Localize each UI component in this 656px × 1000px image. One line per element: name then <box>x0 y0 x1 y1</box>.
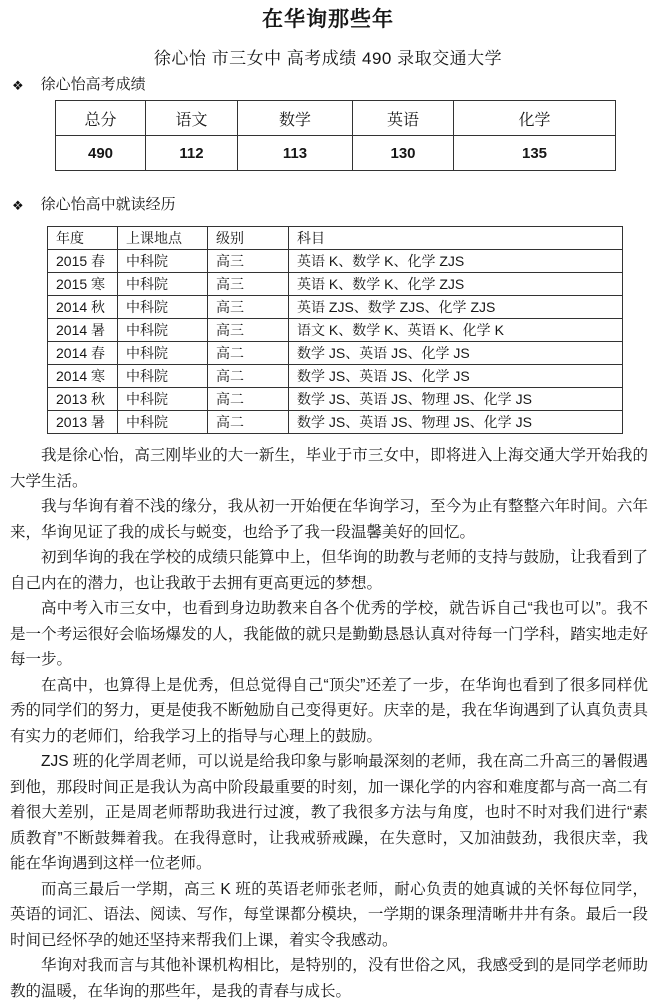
year-cell: 2013 秋 <box>48 388 118 411</box>
subjects-cell: 英语 K、数学 K、化学 ZJS <box>289 273 623 296</box>
year-cell: 2013 暑 <box>48 411 118 434</box>
history-header-cell: 科目 <box>289 227 623 250</box>
score-value-cell: 135 <box>454 136 616 171</box>
year-cell: 2015 春 <box>48 250 118 273</box>
location-cell: 中科院 <box>118 342 208 365</box>
history-header-cell: 级别 <box>208 227 289 250</box>
subjects-cell: 语文 K、数学 K、英语 K、化学 K <box>289 319 623 342</box>
location-cell: 中科院 <box>118 411 208 434</box>
grade-cell: 高三 <box>208 273 289 296</box>
subjects-cell: 英语 ZJS、数学 ZJS、化学 ZJS <box>289 296 623 319</box>
grade-cell: 高三 <box>208 296 289 319</box>
location-cell: 中科院 <box>118 296 208 319</box>
subjects-cell: 数学 JS、英语 JS、物理 JS、化学 JS <box>289 388 623 411</box>
subjects-cell: 英语 K、数学 K、化学 ZJS <box>289 250 623 273</box>
grade-cell: 高二 <box>208 388 289 411</box>
grade-cell: 高二 <box>208 342 289 365</box>
section-heading-history <box>12 195 656 215</box>
body-paragraph: 初到华询的我在学校的成绩只能算中上，但华询的助教与老师的支持与鼓励，让我看到了自己内在的潜力，也让我敢于去拥有更高更远的梦想。 <box>10 549 648 592</box>
grade-cell: 高二 <box>208 411 289 434</box>
diamond-bullet-icon: ❖ <box>12 197 24 213</box>
subjects-cell: 数学 JS、英语 JS、物理 JS、化学 JS <box>289 411 623 434</box>
location-cell: 中科院 <box>118 319 208 342</box>
score-value-cell: 490 <box>56 136 146 171</box>
table-row <box>48 273 623 296</box>
year-cell: 2015 寒 <box>48 273 118 296</box>
table-row <box>48 342 623 365</box>
score-header-cell: 数学 <box>238 101 353 136</box>
year-cell: 2014 春 <box>48 342 118 365</box>
body-paragraph: 在高中，也算得上是优秀，但总觉得自己“顶尖”还差了一步，在华询也看到了很多同样优秀的同学们的努力，更是使我不断勉励自己变得更好。庆幸的是，我在华询遇到了认真负责具有实力的老师们，给我学习上的指导与心理上的鼓励。 <box>10 676 648 745</box>
table-row <box>48 365 623 388</box>
page-title: 在华询那些年 <box>262 8 394 31</box>
table-row <box>48 319 623 342</box>
body-paragraph: 高中考入市三女中，也看到身边助教来自各个优秀的学校，就告诉自己“我也可以”。我不是一个考运很好会临场爆发的人，我能做的就只是勤勤恳恳认真对待每一门学科，踏实地走好每一步。 <box>10 600 648 668</box>
score-header-cell: 语文 <box>146 101 238 136</box>
history-table <box>47 226 623 434</box>
section-heading-scores <box>12 75 656 95</box>
grade-cell: 高三 <box>208 250 289 273</box>
history-header-cell: 年度 <box>48 227 118 250</box>
score-header-cell: 总分 <box>56 101 146 136</box>
subjects-cell: 数学 JS、英语 JS、化学 JS <box>289 365 623 388</box>
score-value-cell: 130 <box>353 136 454 171</box>
year-cell: 2014 暑 <box>48 319 118 342</box>
history-header-cell: 上课地点 <box>118 227 208 250</box>
subjects-cell: 数学 JS、英语 JS、化学 JS <box>289 342 623 365</box>
history-table-header-row <box>48 227 623 250</box>
body-paragraph: 华询对我而言与其他补课机构相比，是特别的，没有世俗之风，我感受到的是同学老师助教的温暖，在华询的那些年，是我的青春与成长。 <box>10 957 648 1000</box>
score-header-cell: 英语 <box>353 101 454 136</box>
score-table-value-row <box>56 136 616 171</box>
year-cell: 2014 秋 <box>48 296 118 319</box>
score-header-cell: 化学 <box>454 101 616 136</box>
body-paragraph: 我与华询有着不浅的缘分，我从初一开始便在华询学习，至今为止有整整六年时间。六年来，华询见证了我的成长与蜕变，也给予了我一段温馨美好的回忆。 <box>10 498 648 541</box>
location-cell: 中科院 <box>118 365 208 388</box>
year-cell: 2014 寒 <box>48 365 118 388</box>
body-paragraph: 而高三最后一学期，高三 K 班的英语老师张老师，耐心负责的她真诚的关怀每位同学，英语的词汇、语法、阅读、写作，每堂课都分模块，一学期的课条理清晰井井有条。最后一段时间已经怀孕的她还坚持来帮我们上课，着实令我感动。 <box>10 880 648 949</box>
location-cell: 中科院 <box>118 250 208 273</box>
score-table-header-row <box>56 101 616 136</box>
essay-body <box>10 443 648 1000</box>
grade-cell: 高二 <box>208 365 289 388</box>
body-paragraph: 我是徐心怡，高三刚毕业的大一新生，毕业于市三女中，即将进入上海交通大学开始我的大学生活。 <box>10 447 648 490</box>
subtitle: 徐心怡 市三女中 高考成绩 490 录取交通大学 <box>153 49 503 68</box>
body-paragraph: ZJS 班的化学周老师，可以说是给我印象与影响最深刻的老师，我在高二升高三的暑假遇到他，那段时间正是我认为高中阶段最重要的时刻，加一课化学的内容和难度都与高一高二有着很大差别，正是周老师帮助我进行过渡，教了我很多方法与角度，也时不时对我们进行“素质教育”不断鼓舞着我。在我得意时，让我戒骄戒躁，在失意时，又加油鼓劲，我很庆幸，我能在华询遇到这样一位老师。 <box>10 753 648 872</box>
table-row <box>48 296 623 319</box>
table-row <box>48 411 623 434</box>
score-value-cell: 112 <box>146 136 238 171</box>
location-cell: 中科院 <box>118 388 208 411</box>
diamond-bullet-icon: ❖ <box>12 77 24 93</box>
table-row <box>48 388 623 411</box>
grade-cell: 高三 <box>208 319 289 342</box>
score-table <box>55 100 616 171</box>
location-cell: 中科院 <box>118 273 208 296</box>
section-heading-label: 徐心怡高中就读经历 <box>40 196 176 213</box>
section-heading-label: 徐心怡高考成绩 <box>40 76 146 93</box>
score-value-cell: 113 <box>238 136 353 171</box>
table-row <box>48 250 623 273</box>
